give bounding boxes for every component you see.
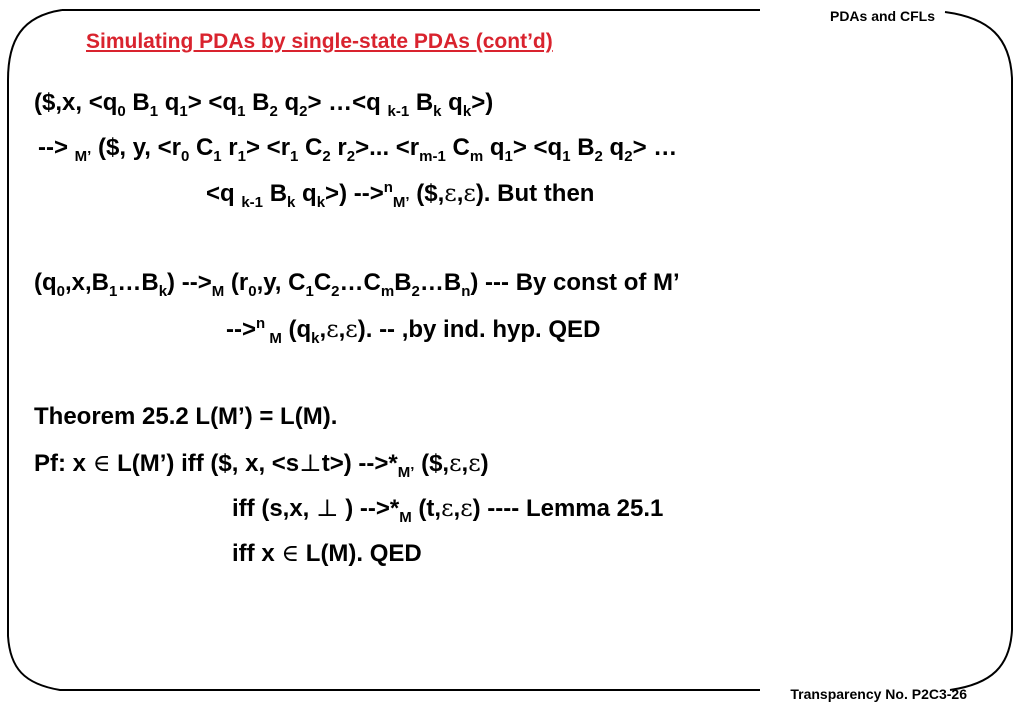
element-of-symbol: ∈ [281,539,300,567]
derivation-line-5: -->$^n$ $_M$ $(q_k,\varepsilon,\varepsilon)$. -- ,by ind. hyp. QED [226,315,601,347]
footer-label: Transparency No. P2C3-26 [790,686,967,702]
theorem-statement: Theorem 25.2 L(M’) = L(M). [34,403,338,430]
bottom-symbol: ⊥ [299,449,322,477]
epsilon-symbol: ε [345,315,358,343]
header-label: PDAs and CFLs [829,8,935,24]
epsilon-symbol: ε [444,179,457,207]
derivation-line-4: $(q_0,x,B_1\dots B_k)$ $-->_M$ ($r_0,y$, $C_1C_2\dots C_mB_2\dots B_n$) --- By const of M’ [34,269,680,300]
derivation-line-2: --> $_{M’}$ ($, y, $<r_0$ $C_1$ $r_1> <r_1$ $C_2$ $r_2>$... $<r_{m-1}$ $C_m$ $q_1> <q_1$ $B_2$ $q_2>$ … [38,134,678,165]
epsilon-symbol: ε [463,179,476,207]
slide-title: Simulating PDAs by single-state PDAs (cont’d) [86,30,553,53]
bottom-symbol: ⊥ [316,494,339,522]
epsilon-symbol: ε [460,494,473,522]
derivation-line-3: <q $_{k-1}$ $B_k$ $q_k>$) -->$^n_{M’}$ ($,ε,ε). But then [206,179,595,211]
epsilon-symbol: ε [449,449,462,477]
epsilon-symbol: ε [468,449,481,477]
proof-line-2: iff (s,x, ⊥ ) $-->*_M$ (t,ε,ε) ---- Lemma 25.1 [232,494,664,526]
proof-line-1: Pf: x ∈ L(M’) iff ($, x, <s⊥t>) $-->*_{M’}$ ($,ε,ε) [34,449,489,481]
proof-line-3: iff x ∈ L(M). QED [232,539,422,567]
epsilon-symbol: ε [441,494,454,522]
element-of-symbol: ∈ [92,449,111,477]
epsilon-symbol: ε [326,315,339,343]
derivation-line-1: ($,x, $<q_0$ $B_1$ $q_1> <q_1$ $B_2$ $q_2>$ …<q $_{k-1}$ $B_k$ $q_k>$) [34,89,494,120]
